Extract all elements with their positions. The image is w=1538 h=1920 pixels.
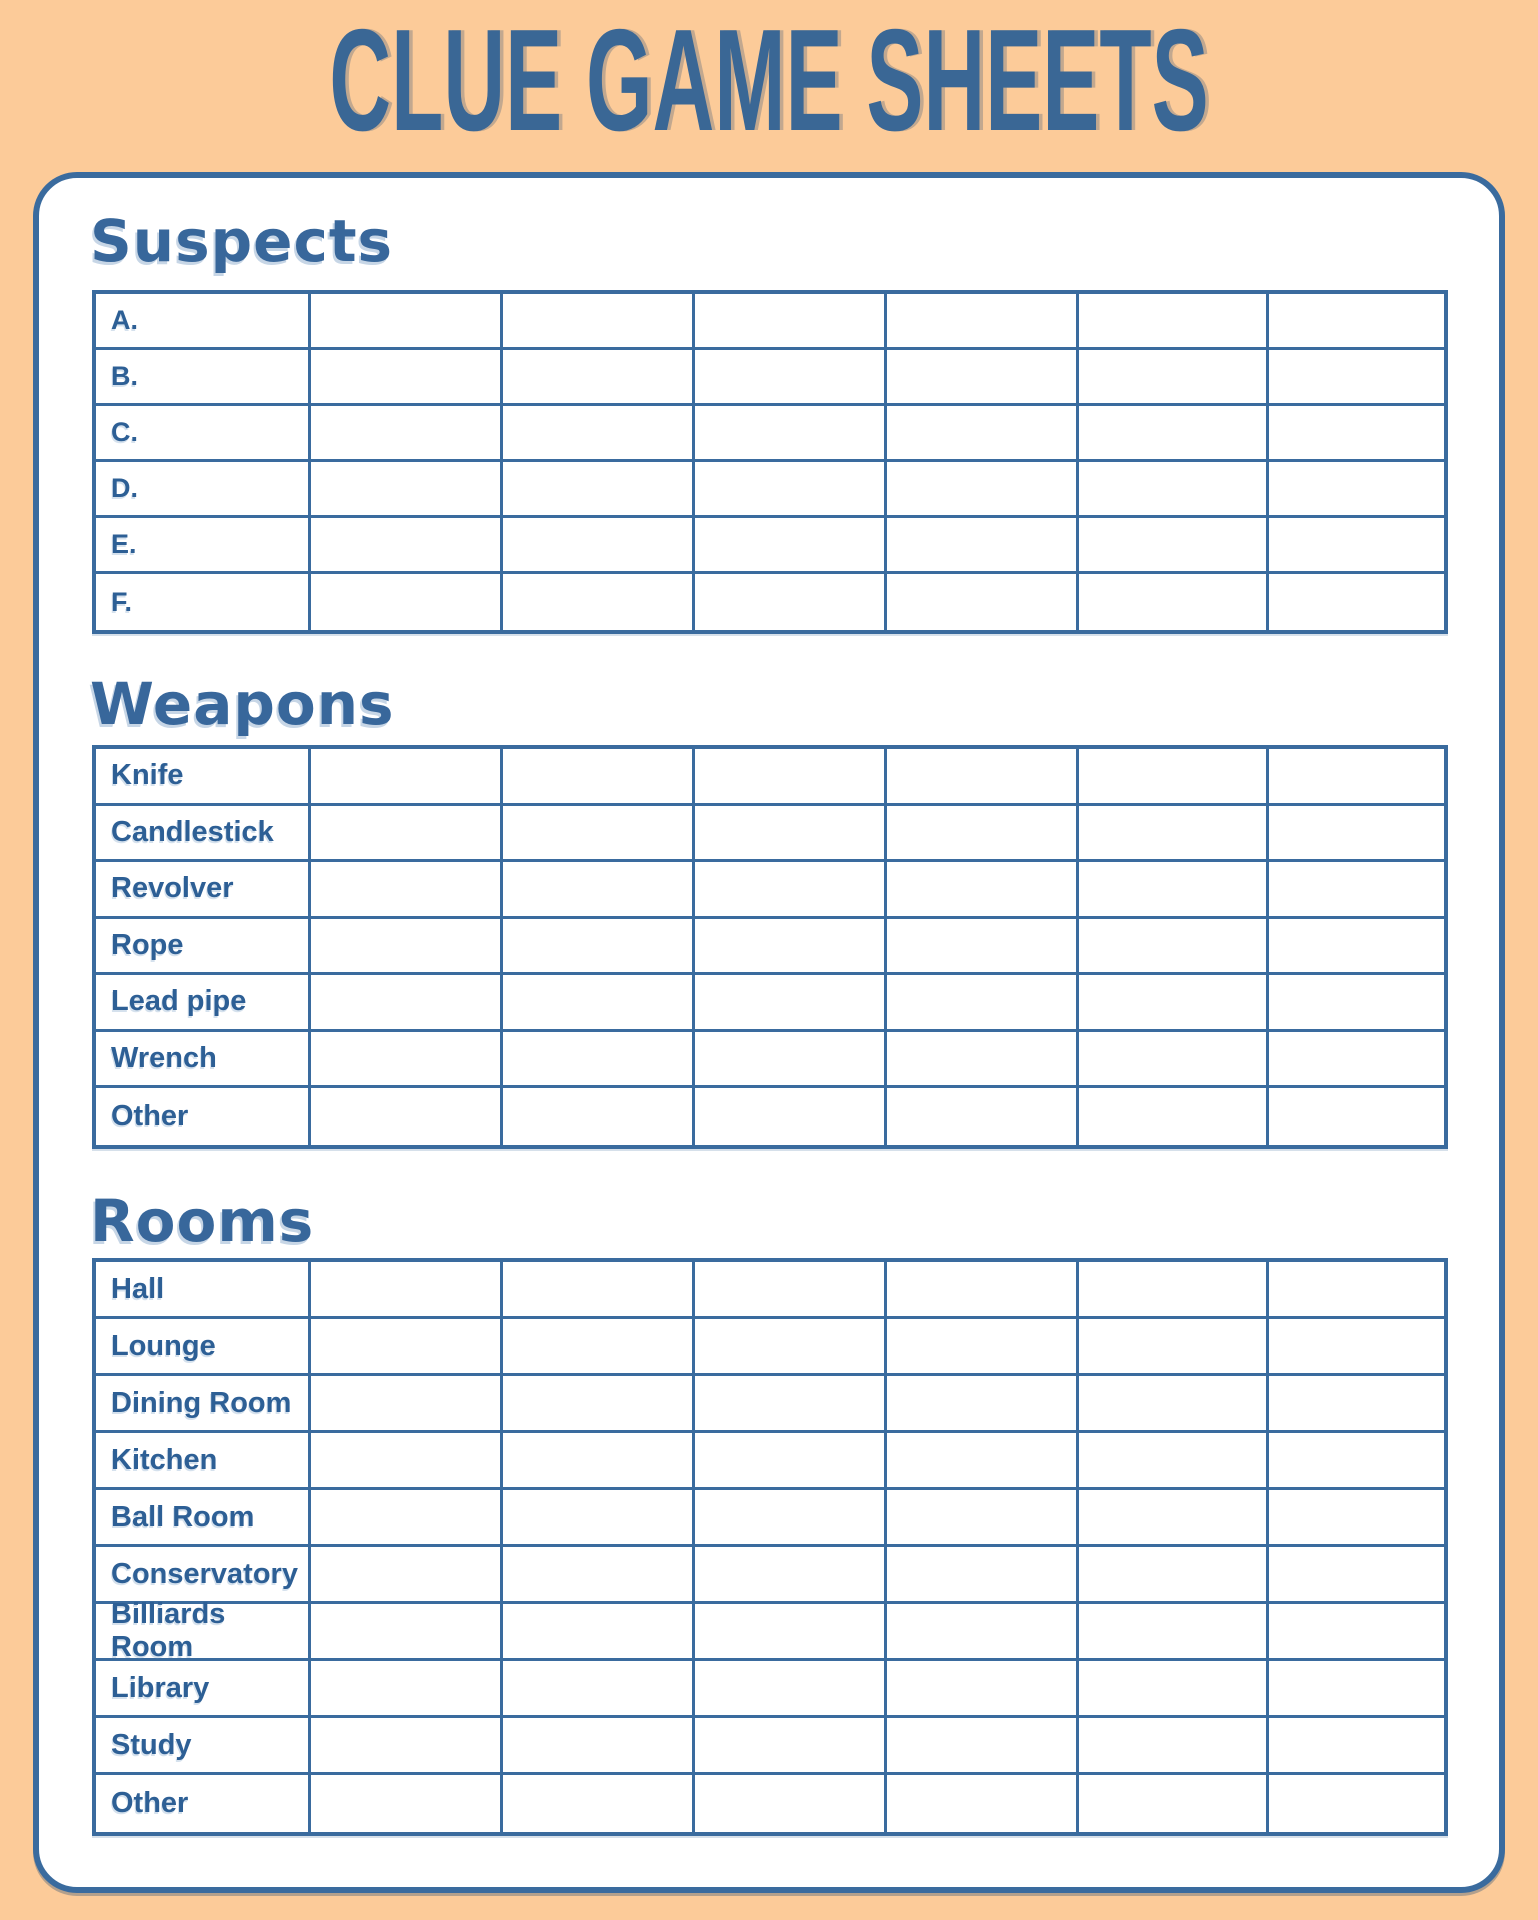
- row-label-rope: Rope: [96, 919, 311, 976]
- row-label-e: E.: [96, 518, 311, 574]
- mark-cell[interactable]: [1079, 749, 1269, 806]
- mark-cell[interactable]: [1269, 862, 1444, 919]
- mark-cell[interactable]: [503, 1088, 695, 1145]
- mark-cell[interactable]: [311, 1661, 503, 1718]
- mark-cell[interactable]: [503, 1032, 695, 1089]
- mark-cell[interactable]: [503, 1433, 695, 1490]
- mark-cell[interactable]: [311, 1775, 503, 1832]
- mark-cell[interactable]: [311, 1490, 503, 1547]
- mark-cell[interactable]: [311, 975, 503, 1032]
- row-label-revolver: Revolver: [96, 862, 311, 919]
- mark-cell[interactable]: [1269, 919, 1444, 976]
- mark-cell[interactable]: [311, 1319, 503, 1376]
- mark-cell[interactable]: [1079, 806, 1269, 863]
- mark-cell[interactable]: [311, 1376, 503, 1433]
- mark-cell[interactable]: [311, 1604, 503, 1661]
- mark-cell[interactable]: [311, 749, 503, 806]
- mark-cell[interactable]: [1269, 1661, 1444, 1718]
- mark-cell[interactable]: [695, 1547, 887, 1604]
- mark-cell[interactable]: [887, 350, 1079, 406]
- mark-cell[interactable]: [503, 350, 695, 406]
- mark-cell[interactable]: [1079, 862, 1269, 919]
- mark-cell[interactable]: [1269, 518, 1444, 574]
- row-label-c: C.: [96, 406, 311, 462]
- row-label-dining-room: Dining Room: [96, 1376, 311, 1433]
- mark-cell[interactable]: [1269, 574, 1444, 630]
- mark-cell[interactable]: [1269, 294, 1444, 350]
- mark-cell[interactable]: [503, 1604, 695, 1661]
- mark-cell[interactable]: [503, 1661, 695, 1718]
- mark-cell[interactable]: [887, 1032, 1079, 1089]
- mark-cell[interactable]: [887, 1718, 1079, 1775]
- mark-cell[interactable]: [311, 1088, 503, 1145]
- mark-cell[interactable]: [887, 1433, 1079, 1490]
- mark-cell[interactable]: [887, 975, 1079, 1032]
- row-label-study: Study: [96, 1718, 311, 1775]
- mark-cell[interactable]: [311, 862, 503, 919]
- mark-cell[interactable]: [695, 518, 887, 574]
- section-heading-weapons: Weapons: [90, 670, 395, 738]
- mark-cell[interactable]: [695, 919, 887, 976]
- section-heading-rooms: Rooms: [90, 1187, 315, 1255]
- mark-cell[interactable]: [887, 1262, 1079, 1319]
- mark-cell[interactable]: [1079, 1604, 1269, 1661]
- mark-cell[interactable]: [503, 919, 695, 976]
- mark-cell[interactable]: [503, 975, 695, 1032]
- mark-cell[interactable]: [311, 518, 503, 574]
- row-label-knife: Knife: [96, 749, 311, 806]
- mark-cell[interactable]: [1079, 1032, 1269, 1089]
- mark-cell[interactable]: [1079, 1262, 1269, 1319]
- mark-cell[interactable]: [1269, 1604, 1444, 1661]
- mark-cell[interactable]: [1079, 919, 1269, 976]
- row-label-lead-pipe: Lead pipe: [96, 975, 311, 1032]
- mark-cell[interactable]: [1079, 1433, 1269, 1490]
- mark-cell[interactable]: [1269, 806, 1444, 863]
- mark-cell[interactable]: [503, 1718, 695, 1775]
- mark-cell[interactable]: [503, 1376, 695, 1433]
- mark-cell[interactable]: [695, 806, 887, 863]
- mark-cell[interactable]: [311, 574, 503, 630]
- mark-cell[interactable]: [1269, 1775, 1444, 1832]
- mark-cell[interactable]: [1079, 462, 1269, 518]
- mark-cell[interactable]: [503, 806, 695, 863]
- mark-cell[interactable]: [887, 294, 1079, 350]
- mark-cell[interactable]: [503, 1547, 695, 1604]
- mark-cell[interactable]: [1269, 1032, 1444, 1089]
- row-label-candlestick: Candlestick: [96, 806, 311, 863]
- page-title: CLUE GAME SHEETS: [329, 0, 1209, 161]
- mark-cell[interactable]: [311, 406, 503, 462]
- mark-cell[interactable]: [1079, 1376, 1269, 1433]
- mark-cell[interactable]: [1269, 1433, 1444, 1490]
- mark-cell[interactable]: [887, 1376, 1079, 1433]
- mark-cell[interactable]: [503, 749, 695, 806]
- row-label-billiards-room: Billiards Room: [96, 1604, 311, 1661]
- mark-cell[interactable]: [311, 1262, 503, 1319]
- row-label-hall: Hall: [96, 1262, 311, 1319]
- mark-cell[interactable]: [695, 1490, 887, 1547]
- mark-cell[interactable]: [695, 1433, 887, 1490]
- section-heading-suspects: Suspects: [90, 207, 394, 275]
- mark-cell[interactable]: [887, 1661, 1079, 1718]
- mark-cell[interactable]: [1079, 1775, 1269, 1832]
- mark-cell[interactable]: [503, 574, 695, 630]
- mark-cell[interactable]: [695, 406, 887, 462]
- row-label-lounge: Lounge: [96, 1319, 311, 1376]
- mark-cell[interactable]: [503, 1775, 695, 1832]
- mark-cell[interactable]: [1079, 1547, 1269, 1604]
- mark-cell[interactable]: [1079, 574, 1269, 630]
- mark-cell[interactable]: [695, 862, 887, 919]
- mark-cell[interactable]: [1079, 1319, 1269, 1376]
- row-label-b: B.: [96, 350, 311, 406]
- mark-cell[interactable]: [311, 1433, 503, 1490]
- mark-cell[interactable]: [311, 919, 503, 976]
- row-label-other: Other: [96, 1775, 311, 1832]
- mark-cell[interactable]: [887, 1775, 1079, 1832]
- mark-cell[interactable]: [887, 749, 1079, 806]
- mark-cell[interactable]: [695, 1376, 887, 1433]
- mark-cell[interactable]: [311, 1718, 503, 1775]
- mark-cell[interactable]: [503, 1262, 695, 1319]
- mark-cell[interactable]: [695, 350, 887, 406]
- mark-cell[interactable]: [311, 806, 503, 863]
- row-label-d: D.: [96, 462, 311, 518]
- mark-cell[interactable]: [1079, 406, 1269, 462]
- mark-cell[interactable]: [1269, 1490, 1444, 1547]
- mark-cell[interactable]: [503, 862, 695, 919]
- mark-cell[interactable]: [887, 1088, 1079, 1145]
- mark-cell[interactable]: [695, 574, 887, 630]
- mark-cell[interactable]: [1269, 406, 1444, 462]
- mark-cell[interactable]: [695, 975, 887, 1032]
- mark-cell[interactable]: [503, 518, 695, 574]
- mark-cell[interactable]: [887, 862, 1079, 919]
- mark-cell[interactable]: [1269, 1376, 1444, 1433]
- mark-cell[interactable]: [1079, 350, 1269, 406]
- mark-cell[interactable]: [887, 462, 1079, 518]
- mark-cell[interactable]: [311, 462, 503, 518]
- mark-cell[interactable]: [887, 1490, 1079, 1547]
- row-label-kitchen: Kitchen: [96, 1433, 311, 1490]
- mark-cell[interactable]: [695, 1604, 887, 1661]
- mark-cell[interactable]: [503, 294, 695, 350]
- mark-cell[interactable]: [695, 1718, 887, 1775]
- mark-cell[interactable]: [311, 350, 503, 406]
- row-label-library: Library: [96, 1661, 311, 1718]
- mark-cell[interactable]: [1079, 294, 1269, 350]
- mark-cell[interactable]: [695, 1661, 887, 1718]
- mark-cell[interactable]: [695, 1032, 887, 1089]
- mark-cell[interactable]: [887, 1319, 1079, 1376]
- weapons-table: [92, 745, 1448, 1149]
- mark-cell[interactable]: [1079, 518, 1269, 574]
- mark-cell[interactable]: [887, 806, 1079, 863]
- mark-cell[interactable]: [1079, 1490, 1269, 1547]
- mark-cell[interactable]: [695, 462, 887, 518]
- mark-cell[interactable]: [1079, 1718, 1269, 1775]
- mark-cell[interactable]: [887, 1547, 1079, 1604]
- mark-cell[interactable]: [311, 1032, 503, 1089]
- mark-cell[interactable]: [1269, 1319, 1444, 1376]
- mark-cell[interactable]: [311, 1547, 503, 1604]
- mark-cell[interactable]: [1269, 1262, 1444, 1319]
- mark-cell[interactable]: [887, 406, 1079, 462]
- mark-cell[interactable]: [695, 749, 887, 806]
- mark-cell[interactable]: [503, 1319, 695, 1376]
- mark-cell[interactable]: [503, 462, 695, 518]
- mark-cell[interactable]: [503, 1490, 695, 1547]
- mark-cell[interactable]: [1269, 350, 1444, 406]
- mark-cell[interactable]: [695, 294, 887, 350]
- mark-cell[interactable]: [1269, 749, 1444, 806]
- row-label-ball-room: Ball Room: [96, 1490, 311, 1547]
- row-label-f: F.: [96, 574, 311, 630]
- mark-cell[interactable]: [1269, 1718, 1444, 1775]
- mark-cell[interactable]: [887, 919, 1079, 976]
- mark-cell[interactable]: [695, 1319, 887, 1376]
- row-label-a: A.: [96, 294, 311, 350]
- row-label-other: Other: [96, 1088, 311, 1145]
- mark-cell[interactable]: [1079, 1661, 1269, 1718]
- mark-cell[interactable]: [1269, 1547, 1444, 1604]
- rooms-table: [92, 1258, 1448, 1836]
- mark-cell[interactable]: [503, 406, 695, 462]
- row-label-conservatory: Conservatory: [96, 1547, 311, 1604]
- mark-cell[interactable]: [1269, 975, 1444, 1032]
- mark-cell[interactable]: [695, 1088, 887, 1145]
- mark-cell[interactable]: [695, 1262, 887, 1319]
- mark-cell[interactable]: [887, 574, 1079, 630]
- mark-cell[interactable]: [1079, 1088, 1269, 1145]
- mark-cell[interactable]: [1269, 462, 1444, 518]
- mark-cell[interactable]: [1269, 1088, 1444, 1145]
- row-label-wrench: Wrench: [96, 1032, 311, 1089]
- mark-cell[interactable]: [887, 1604, 1079, 1661]
- suspects-table: [92, 290, 1448, 634]
- mark-cell[interactable]: [887, 518, 1079, 574]
- mark-cell[interactable]: [311, 294, 503, 350]
- mark-cell[interactable]: [1079, 975, 1269, 1032]
- mark-cell[interactable]: [695, 1775, 887, 1832]
